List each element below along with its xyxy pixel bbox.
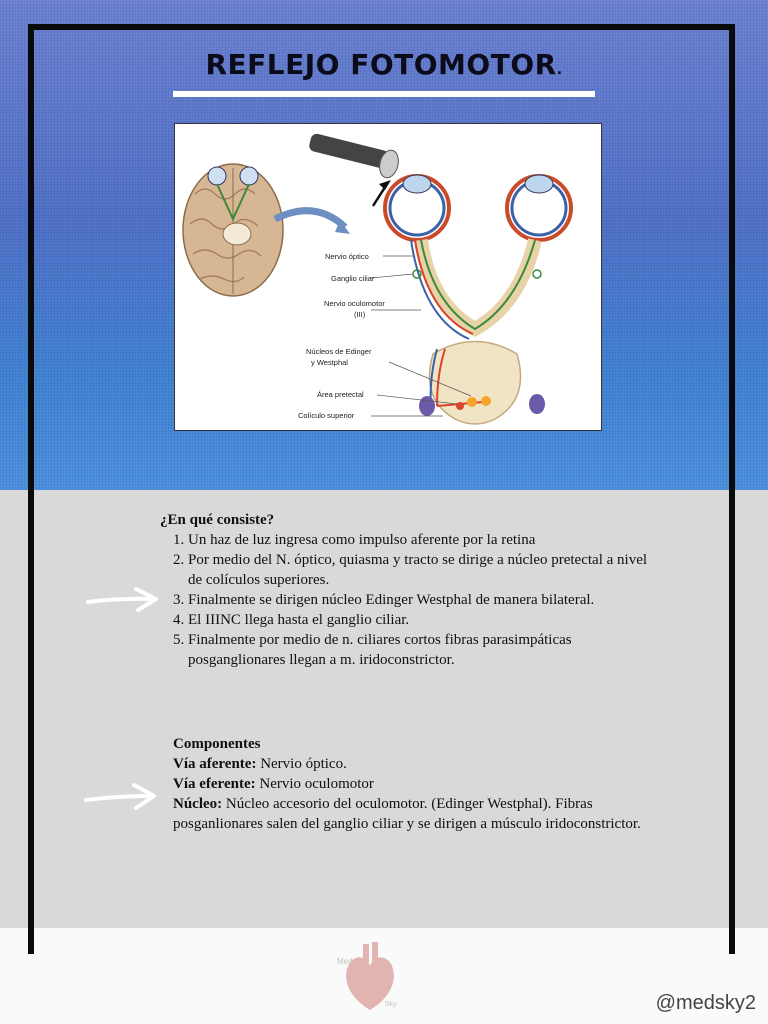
section-componentes [173,734,673,834]
aferente-label: Vía aferente: [173,756,257,772]
right-eye [507,175,571,240]
reflex-diagram [174,123,602,431]
section-heading: ¿En qué consiste? [160,512,275,528]
label-area-pretectal: Área pretectal [317,390,364,399]
brain-illustration [183,164,350,296]
label-ganglio-ciliar: Ganglio ciliar [331,274,375,283]
components-heading: Componentes [173,736,261,752]
aferente-value: Nervio óptico. [256,756,347,772]
list-item: 4. El IIINC llega hasta el ganglio ciliar. [188,610,650,630]
label-nervio-optico: Nervio óptico [325,252,369,261]
eferente-value: Nervio oculomotor [255,776,374,792]
arrow-icon [84,586,160,616]
page-title: REFLEJO FOTOMOTOR. [205,48,563,81]
medsky-logo [335,940,405,1015]
list-item: 1. Un haz de luz ingresa como impulso aferente por la retina [188,530,650,550]
social-handle: @medsky2 [655,992,756,1014]
list-item: 5. Finalmente por medio de n. ciliares cortos fibras parasimpáticas posganglionares llegan a m. iridoconstrictor. [188,630,650,670]
section-consiste [160,510,650,670]
svg-text:Sky: Sky [385,1001,397,1008]
title-underline [173,91,595,97]
list-item: 2. Por medio del N. óptico, quiasma y tracto se dirige a núcleo pretectal a nivel de colículos superiores. [188,550,650,590]
eferente-label: Vía eferente: [173,776,256,792]
label-nucleos-2: y Westphal [311,358,348,367]
label-nucleos-1: Núcleos de Edinger [306,347,372,356]
svg-text:Med: Med [337,957,353,966]
steps-list [160,530,650,670]
nucleo-value: Núcleo accesorio del oculomotor. (Edinger Westphal). Fibras posganlionares salen del ganglio ciliar y se dirigen a músculo iridoconstrictor. [173,796,641,832]
nucleo-label: Núcleo: [173,796,223,812]
label-nervio-oculomotor: Nervio oculomotor [324,299,385,308]
list-item: 3. Finalmente se dirigen núcleo Edinger Westphal de manera bilateral. [188,590,650,610]
left-eye [385,175,449,240]
label-nervio-oculomotor-num: (III) [354,310,366,319]
label-coliculo: Colículo superior [298,411,355,420]
arrow-icon [82,782,158,814]
